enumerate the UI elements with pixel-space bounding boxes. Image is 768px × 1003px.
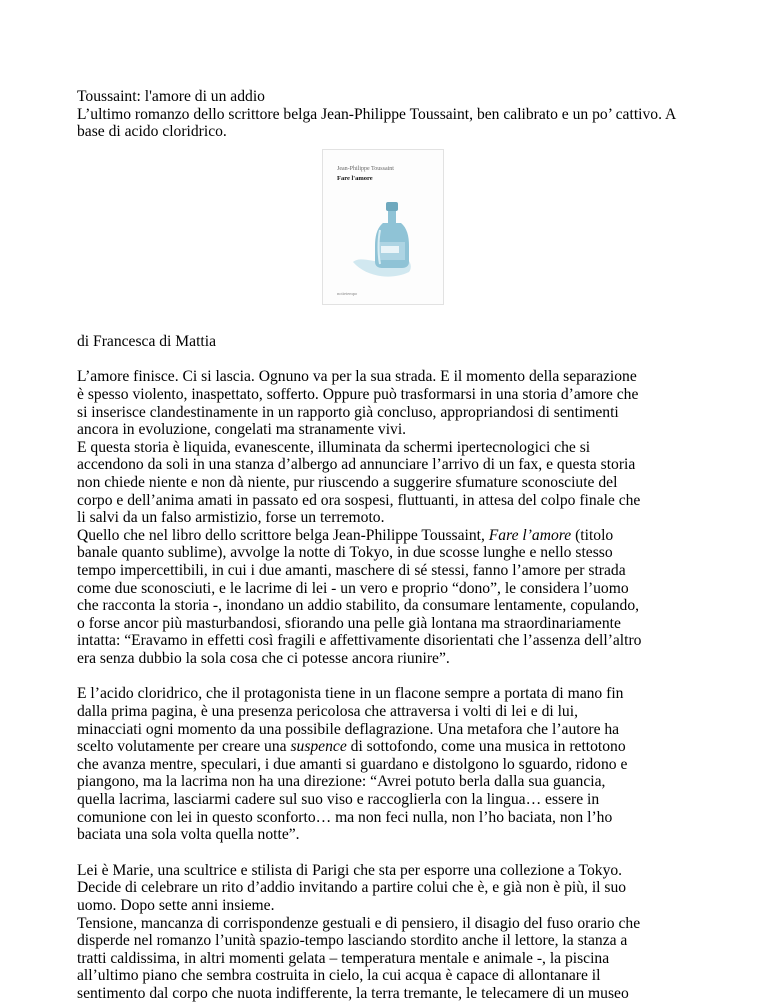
cover-publisher: nottetempo [337,290,358,296]
text-line: Lei è Marie, una scultrice e stilista di Parigi che sta per esporre una collezione a Tokyo. [77,861,623,879]
text-line: minacciati ogni momento da una possibile deflagrazione. Una metafora che l’autore ha [77,720,620,738]
text-line: o forse ancor più masturbandosi, sfiorando una pelle già lontana ma straordinariamente [77,614,621,632]
text-line: piangono, ma la lacrima non ha una direzione: “Avrei potuto berla dalla sua guancia, [77,773,606,791]
text-line: li salvi da un falso armistizio, forse un terremoto. [77,509,385,527]
text-line: Tensione, mancanza di corrispondenze gestuali e di pensiero, il disagio del fuso orario che [77,914,641,932]
text-line: si inserisce clandestinamente in un rapporto già concluso, appropriandosi di sentimenti [77,403,619,421]
text-line: tempo impercettibili, in cui i due amanti, maschere di sé stessi, fanno l’amore per strada [77,561,626,579]
text-line: uomo. Dopo sette anni insieme. [77,897,275,914]
book-cover-wrapper [69,149,697,305]
text-line: intatta: “Eravamo in effetti così fragili e affettivamente disorientati che l’assenza dell’altro [77,632,642,650]
text-line [77,527,697,545]
text-line: Decide di celebrare un rito d’addio invitando a partire colui che è, e già non è più, il suo [77,879,627,897]
text-line: che racconta la storia -, inondano un addio stabilito, da consumare lentamente, copulando, [77,597,640,615]
paragraph-2 [77,685,697,843]
text-segment: di sottofondo, come una musica in rettotono [346,738,626,756]
text-line: che avanza mentre, speculari, i due amanti si guardano e distolgono lo sguardo, ridono e [77,755,628,773]
text-line: L’amore finisce. Ci si lascia. Ognuno va per la sua strada. E il momento della separazione [77,368,637,386]
text-line: non chiede niente e non dà niente, pur riuscendo a suggerire sfumature sconosciute del [77,473,618,491]
article-title: Toussaint: l'amore di un addio [77,88,265,105]
text-line: all’ultimo piano che sembra costruita in cielo, la cui acqua è capace di allontanare il [77,967,601,985]
text-segment: Quello che nel libro dello scrittore belga Jean-Philippe Toussaint, [77,526,489,544]
paragraph-3 [77,862,697,1003]
text-segment: scelto volutamente per creare una [77,738,291,756]
byline: di Francesca di Mattia [77,332,216,350]
text-line: quella lacrima, lasciarmi cadere sul suo viso e raccoglierla con la lingua… essere in [77,791,600,809]
text-line: corpo e dell’anima amati in passato ed ora sospesi, fluttuanti, in attesa del colpo finale che [77,491,641,509]
cover-title: Fare l'amore [337,174,373,182]
text-line: dalla prima pagina, è una presenza pericolosa che attraversa i volti di lei e di lui, [77,703,578,721]
text-line: ancora in evoluzione, congelati ma stranamente vivi. [77,421,407,439]
paragraph-1 [77,368,697,667]
text-segment: (titolo [571,526,614,544]
bottle-illustration [323,150,445,306]
text-line: tratti caldissima, in altri momenti gelata – temperatura mentale e animale -, la piscina [77,949,610,967]
text-line: baciata una sola volta quella notte”. [77,826,300,844]
text-line: sentimento dal corpo che nuota indifferente, la terra tremante, le telecamere di un museo [77,984,629,1002]
text-line: come due sconosciuti, e le lacrime di lei - un vero e proprio “dono”, le considera l’uomo [77,579,629,597]
text-line: accendono da soli in una stanza d’albergo ad annunciare l’arrivo di un fax, e questa storia [77,456,636,474]
book-cover-image [322,149,444,305]
text-line: è spesso violento, inaspettato, sofferto. Oppure può trasformarsi in una storia d’amore che [77,385,639,403]
text-line [77,738,697,756]
text-line: comunione con lei in questo sconforto… ma non feci nulla, non l’ho baciata, non l’ho [77,808,613,826]
article [77,88,697,1003]
text-line: disperde nel romanzo l’unità spazio-tempo lasciando stordito anche il lettore, la stanza a [77,932,628,950]
text-line: E questa storia è liquida, evanescente, illuminata da schermi ipertecnologici che si [77,438,591,456]
cover-author: Jean-Philippe Toussaint [337,165,394,172]
text-line: E l’acido cloridrico, che il protagonista tiene in un flacone sempre a portata di mano fin [77,685,624,703]
book-title-italic: Fare l’amore [488,526,572,544]
article-subtitle: L’ultimo romanzo dello scrittore belga Jean-Philippe Toussaint, ben calibrato e un po’ cattivo. A base di acido cloridrico. [77,105,676,141]
text-line: banale quanto sublime), avvolge la notte di Tokyo, in due scosse lunghe e nello stesso [77,544,613,562]
text-line: era senza dubbio la sola cosa che ci potesse ancora riunire”. [77,649,450,667]
italic-word: suspence [290,738,347,756]
